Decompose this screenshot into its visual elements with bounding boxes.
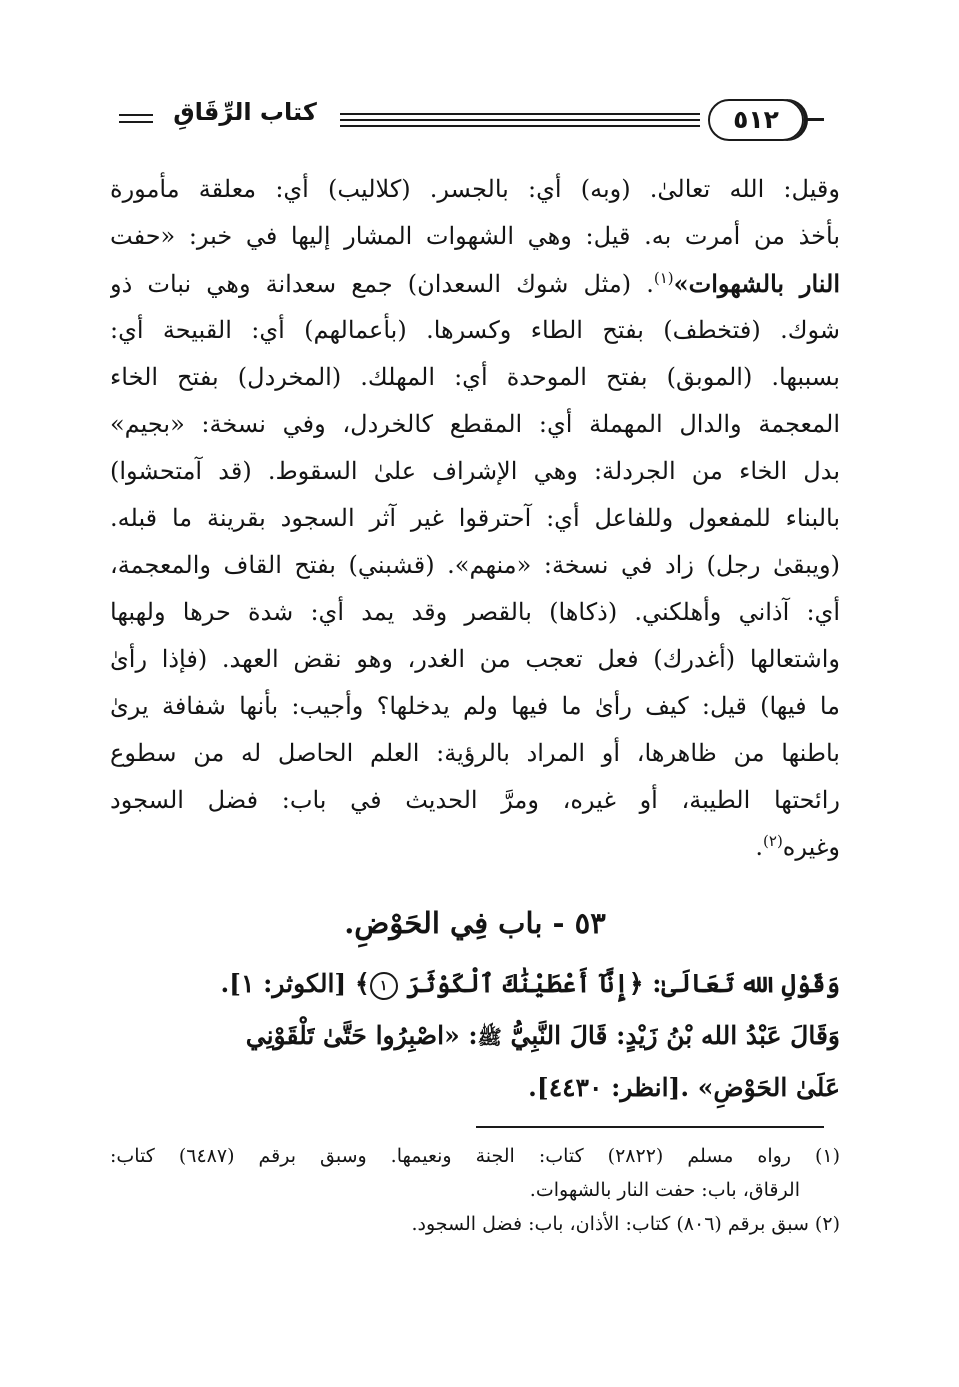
footnote-separator xyxy=(476,1126,824,1128)
text-line: واشتعالها (أغدرك) فعل تعجب من الغدر، وهو نقض العهد. (فإذا رأىٰ xyxy=(110,645,840,673)
text-line xyxy=(110,260,840,307)
quran-line xyxy=(110,958,840,1010)
header-ornament-dash xyxy=(119,114,153,116)
text-line: وقيل: الله تعالىٰ. (وبه) أي: بالجسر. (كلاليب) أي: معلقة مأمورة xyxy=(110,175,840,203)
footnotes xyxy=(110,1139,840,1241)
text-line: أي: آذاني وأهلكني. (ذكاها) بالقصر وقد يمد أي: شدة حرها ولهبها xyxy=(110,598,840,626)
header-rule xyxy=(340,125,700,127)
text-line: بدل الخاء من الجردلة: وهي الإشراف علىٰ السقوط. (قد آمتحشوا) xyxy=(110,457,840,485)
salutation-glyph: ﷺ xyxy=(477,1025,502,1049)
footnote-1-continued: الرقاق، باب: حفت النار بالشهوات. xyxy=(529,1179,800,1201)
verse-reference: [الكوثر: ١]. xyxy=(220,969,347,998)
text-line: المعجمة والدال المهملة أي: المقطع كالخردل، وفي نسخة: «بجيم» xyxy=(110,410,840,438)
chapter-title: ٥٣ - باب فِي الحَوْضِ. xyxy=(344,906,606,940)
hadith-narrator: وَقَالَ عَبْدُ الله بْنُ زَيْدٍ: قَالَ النَّبِيُّ xyxy=(510,1021,840,1050)
commentary-text xyxy=(110,166,840,871)
page-number: ٥١٢ xyxy=(708,99,804,141)
quoted-hadith: النار بالشهوات» xyxy=(673,269,840,298)
footnote-1: (١) رواه مسلم (٢٨٢٢) كتاب: الجنة ونعيمها. وسبق برقم (٦٤٨٧) كتاب: xyxy=(110,1145,841,1167)
hadith-line xyxy=(110,1010,840,1062)
quran-verse: إِنَّآ أَعْطَيْنَٰكَ ٱلْكَوْثَرَ xyxy=(406,969,629,998)
hadith-line: عَلَىٰ الحَوْضِ» .[انظر: ٤٤٣٠]. xyxy=(528,1073,840,1102)
footnote-ref: (١) xyxy=(653,269,674,287)
verse-intro: وَقَوْلِ الله تَعَالَىٰ: xyxy=(652,969,840,998)
text-line: بسببها. (الموبق) بفتح الموحدة أي: المهلك. (المخردل) بفتح الخاء xyxy=(110,363,840,391)
header-ornament-tail xyxy=(806,118,824,121)
text-line: باطنها من ظاهرها، أو المراد بالرؤية: العلم الحاصل له من سطوع xyxy=(110,739,840,767)
running-title: كتاب الرِّقَاقِ xyxy=(173,98,317,126)
text-line-tail: . (مثل شوك السعدان) جمع سعدانة وهي نبات ذو xyxy=(110,270,654,298)
text-line: (ويبقىٰ رجل) زاد في نسخة: «منهم». (قشبني) بفتح القاف والمعجمة، xyxy=(110,551,840,579)
text-line: وغيره$^{(٢)}$. xyxy=(755,832,840,861)
text-line: بأخذ من أمرت به. قيل: وهي الشهوات المشار إليها في خبر: «حفت xyxy=(110,222,840,250)
text-line: رائحتها الطيبة، أو غيره، ومرَّ الحديث في باب: فضل السجود xyxy=(110,786,840,814)
text-line: شوك. (فتخطف) بفتح الطاء وكسرها. (بأعمالهم) أي: القبيحة أي: xyxy=(110,316,840,344)
text-line: بالبناء للمفعول وللفاعل أي: آحترقوا غير آثر السجود بقرينة ما قبله. xyxy=(110,504,840,532)
chapter-text xyxy=(110,958,840,1114)
ayah-number-mark: ١ xyxy=(370,972,398,1000)
quran-close-brace: ﴾ xyxy=(354,969,370,998)
header-rule xyxy=(340,119,700,121)
text-line-end: وغيره xyxy=(782,833,840,861)
hadith-text: : «اصْبِرُوا حَتَّىٰ تَلْقَوْنِي xyxy=(245,1021,478,1050)
header-rule xyxy=(340,113,700,115)
header-ornament-dash xyxy=(119,121,153,123)
footnote-ref: (٢) xyxy=(763,832,783,850)
footnote-2: (٢) سبق برقم (٨٠٦) كتاب: الأذان، باب: فضل السجود. xyxy=(411,1213,840,1235)
text-line: ما فيها) قيل: كيف رأىٰ ما فيها ولم يدخلها؟ وأجيب: بأنها شفافة يرىٰ xyxy=(110,692,840,720)
quran-open-brace: ﴿ xyxy=(628,969,644,998)
page-header xyxy=(112,96,824,146)
